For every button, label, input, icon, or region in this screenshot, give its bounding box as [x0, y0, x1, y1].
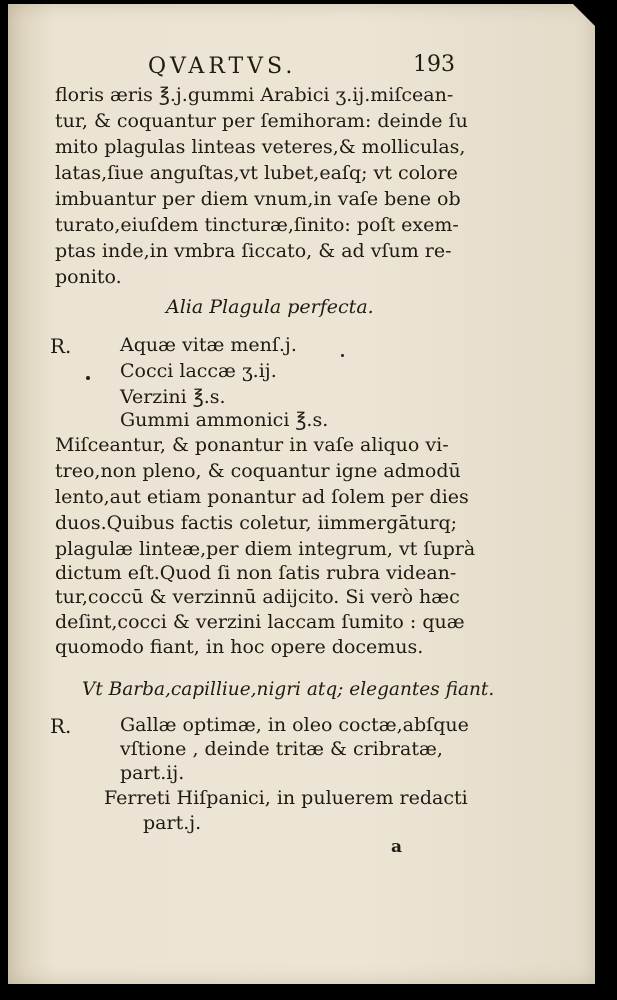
- ingredient-line: Ferreti Hiſpanici, in puluerem redacti: [104, 787, 468, 809]
- text-line: tur,coccū & verzinnū adijcito. Si verò hæc: [55, 586, 460, 608]
- page-corner-fold: [573, 4, 595, 26]
- running-title: QVARTVS.: [148, 54, 297, 79]
- text-line: Miſceantur, & ponantur in vaſe aliquo vi-: [55, 434, 449, 456]
- text-line: turato,eiuſdem tincturæ,ſinito: poſt exem-: [55, 214, 459, 236]
- text-line: lento,aut etiam ponantur ad ſolem per dies: [55, 486, 469, 508]
- ingredient-line: part.j.: [143, 812, 202, 834]
- ingredient-line: Cocci laccæ ʒ.ij.: [120, 360, 277, 382]
- signature-mark: a: [391, 837, 403, 857]
- text-line: treo,non pleno, & coquantur igne admodū: [55, 460, 461, 482]
- book-page: [8, 4, 595, 984]
- text-line: imbuantur per diem vnum,in vaſe bene ob: [55, 188, 461, 210]
- text-line: duos.Quibus factis coletur, iimmergāturq;: [55, 512, 458, 534]
- ingredient-line: Aquæ vitæ menſ.j.: [120, 334, 297, 356]
- text-line: tur, & coquantur per ſemihoram: deinde ſu: [55, 110, 468, 132]
- section-heading: Vt Barba,capilliue,nigri atq; elegantes fiant.: [82, 679, 495, 700]
- text-line: plagulæ linteæ,per diem integrum, vt ſuprà: [55, 538, 476, 560]
- ingredient-line: part.ij.: [120, 762, 185, 784]
- text-line: mito plagulas linteas veteres,& molliculas,: [55, 136, 466, 158]
- text-line: deſint,cocci & verzini laccam ſumito : quæ: [55, 611, 465, 633]
- recipe-mark: R.: [50, 334, 72, 358]
- recipe-mark: R.: [50, 714, 72, 738]
- section-heading: Alia Plagula perfecta.: [166, 296, 374, 318]
- ingredient-line: Verzini ℥.s.: [120, 386, 226, 408]
- ink-speck: [341, 354, 344, 357]
- text-line: floris æris ℥.j.gummi Arabici ʒ.ij.miſcean-: [55, 84, 454, 106]
- ink-speck: [86, 376, 90, 380]
- text-line: ptas inde,in vmbra ſiccato, & ad vſum re-: [55, 240, 452, 262]
- page-number: 193: [413, 52, 455, 77]
- text-line: dictum eſt.Quod ſi non ſatis rubra videan-: [55, 562, 457, 584]
- text-line: ponito.: [55, 266, 122, 288]
- ingredient-line: Gallæ optimæ, in oleo coctæ,abſque: [120, 714, 469, 736]
- text-line: latas,ſiue anguſtas,vt lubet,eaſq; vt colore: [55, 162, 458, 184]
- ingredient-line: vſtione , deinde tritæ & cribratæ,: [120, 738, 443, 760]
- text-line: quomodo fiant, in hoc opere docemus.: [55, 636, 424, 658]
- ingredient-line: Gummi ammonici ℥.s.: [120, 409, 329, 431]
